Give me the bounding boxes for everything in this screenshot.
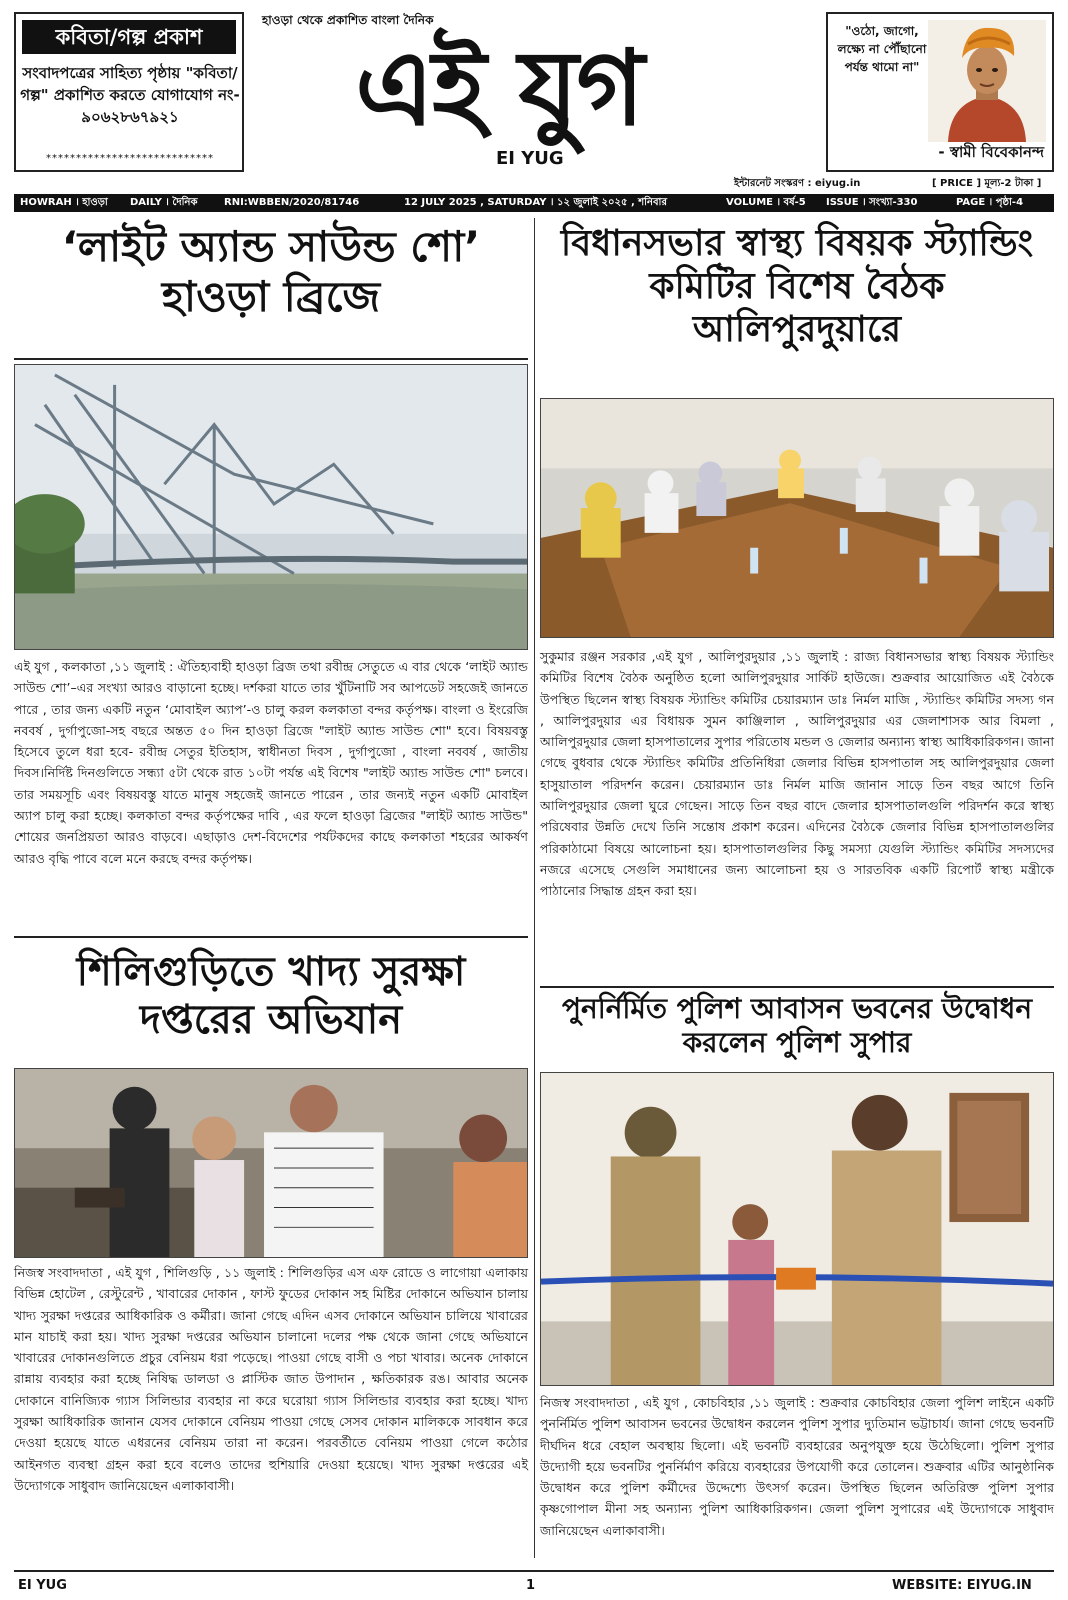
masthead-tagline: হাওড়া থেকে প্রকাশিত বাংলা দৈনিক	[262, 13, 434, 27]
article-body-food-safety-drive: নিজস্ব সংবাদদাতা , এই যুগ , শিলিগুড়ি , ১১ জুলাই : শিলিগুড়ির এস এফ রোডে ও লাগোয়া এলাকায় বিভিন্ন হোটেল , রেস্টুরেন্ট , খাবারের দোকান , ফাস্ট ফুডের দোকান সহ মিষ্টির দোকানে অভিযান চালায় খাদ্য সুরক্ষা দপ্তরের আধিকারিক ও কর্মীরা। জানা গেছে এদিন এসব দোকানে অভিযান চালিয়ে খাবারের মান যাচাই করা হয়। খাদ্য সুরক্ষা দপ্তরের অভিযান চালানো দলের পক্ষ থেকে জানা গেছে অভিযানে খাবারের দোকানগুলিতে প্রচুর বেনিয়ম ধরা পড়েছে। পাওয়া গেছে বাসী ও পচা খাবার। অনেক দোকানে রান্নায় ব্যবহার করা হচ্ছে নিষিদ্ধ ডালডা ও প্লাস্টিক জাত উপাদান , ক্ষতিকারক রঙ। আবার অনেক দোকানে বানিজ্যিক গ্যাস সিলিন্ডার ব্যবহার না করে ঘরোয়া গ্যাস সিলিন্ডার ব্যবহার করা হচ্ছে। খাদ্য সুরক্ষা আধিকারিক জানান যেসব দোকানে বেনিয়ম পাওয়া গেছে সেসব দোকান মালিককে সাবধান করে দেওয়া হয়েছে যাতে এধরনের বেনিয়ম তারা না করেন। পরবর্তীতে বেনিয়ম পাওয়া গেলে কঠোর আইনগত ব্যবস্থা গ্রহন করা হবে বলেও তাদের হুশিয়ারি দেওয়া হয়েছে। খাদ্য সুরক্ষা দপ্তরের এই উদ্যোগকে সাধুবাদ জানিয়েছেন এলাকাবাসী।	[14, 1265, 528, 1493]
divider	[540, 986, 1054, 988]
ad-title: কবিতা/গল্প প্রকাশ	[22, 20, 236, 54]
ad-stars: ****************************	[46, 153, 214, 164]
info-place: HOWRAH । হাওড়া	[20, 197, 108, 208]
divider	[14, 358, 528, 360]
footer-paper-name: EI YUG	[18, 1578, 67, 1593]
quote-author: - স্বামী বিবেকানন্দ	[938, 143, 1044, 161]
quote-box	[826, 12, 1054, 172]
info-rni: RNI:WBBEN/2020/81746	[224, 197, 360, 208]
info-volume: VOLUME । বর্ষ-5	[726, 197, 806, 208]
vivekananda-portrait-image	[928, 20, 1046, 142]
article-body-police-housing: নিজস্ব সংবাদদাতা , এই যুগ , কোচবিহার ,১১ জুলাই : শুক্রবার কোচবিহার জেলা পুলিশ লাইনে একটি পুনর্নির্মিত পুলিশ আবাসন ভবনের উদ্বোধন করলেন পুলিশ সুপার দ্যুতিমান ভট্টাচার্য। জানা গেছে ভবনটি দীর্ঘদিন ধরে বেহাল অবস্থায় ছিলো। এই ভবনটি ব্যবহারের অনুপযুক্ত হয়ে উঠেছিলো। পুলিশ সুপার উদ্যোগী হয়ে ভবনটির পুনর্নির্মাণ করিয়ে ব্যবহারের উপযোগী করে তোলেন। শুক্রবার এটির আনুষ্ঠানিক উদ্বোধন করে পুলিশ কর্মীদের উদ্দেশ্যে উৎসর্গ করেন। উপস্থিত ছিলেন অতিরিক্ত পুলিশ সুপার কৃষ্ণগোপাল মীনা সহ অন্যান্য পুলিশ আধিকারিকগন। জেলা পুলিশ সুপারের এই উদ্যোগকে সাধুবাদ জানিয়েছেন এলাকাবাসী।	[540, 1395, 1054, 1538]
info-frequency: DAILY । দৈনিক	[130, 197, 198, 208]
divider	[14, 936, 528, 938]
police-inauguration-photo	[540, 1072, 1054, 1386]
headline-food-safety-drive: শিলিগুড়িতে খাদ্য সুরক্ষা দপ্তরের অভিযান	[76, 949, 466, 1043]
headline-light-sound-show: ‘লাইট অ্যান্ড সাউন্ড শো’ হাওড়া ব্রিজে	[61, 222, 481, 322]
committee-meeting-photo	[540, 398, 1054, 638]
footer-website-link[interactable]: WEBSITE: EIYUG.IN	[892, 1578, 1032, 1593]
headline-police-housing: পুনর্নির্মিত পুলিশ আবাসন ভবনের উদ্বোধন করলেন পুলিশ সুপার	[561, 992, 1033, 1059]
info-bar	[14, 194, 1054, 212]
ad-body: সংবাদপত্রের সাহিত্য পৃষ্ঠায় "কবিতা/গল্প" প্রকাশিত করতে যোগাযোগ নং- ৯০৬২৮৬৭৯২১	[20, 64, 240, 126]
quote-text: "ওঠো, জাগো, লক্ষ্যে না পৌঁছানো পর্যন্ত থামো না"	[837, 24, 927, 74]
food-safety-drive-photo	[14, 1068, 528, 1258]
internet-edition: ইন্টারনেট সংস্করণ : eiyug.in	[734, 178, 861, 189]
footer-divider	[14, 1570, 1054, 1572]
article-body-light-sound-show: এই যুগ , কলকাতা ,১১ জুলাই : ঐতিহ্যবাহী হাওড়া ব্রিজ তথা রবীন্দ্র সেতুতে এ বার থেকে ‘লাইট অ্যান্ড সাউন্ড শো’–এর সংখ্যা আরও বাড়ানো হচ্ছে। দর্শকরা যাতে তার খুঁটিনাটি সব আপডেট সহজেই জানতে পারে , তার জন্য একটি নতুন ‘মোবাইল অ্যাপ’-ও চালু করল কলকাতা বন্দর কর্তৃপক্ষ। বাংলা ও ইংরেজি নববর্ষ , দুর্গাপুজো-সহ বছরে অন্তত ৫০ দিন হাওড়া ব্রিজে "লাইট অ্যান্ড সাউন্ড শো" হবে। বিষয়বস্তু হিসেবে তুলে ধরা হবে- রবীন্দ্র সেতুর ইতিহাস, স্বাধীনতা দিবস , দুর্গাপুজো , বাংলা নববর্ষ , জাতীয় দিবস।নির্দিষ্ট দিনগুলিতে সন্ধ্যা ৫টা থেকে রাত ১০টা পর্যন্ত এই বিশেষ "লাইট অ্যান্ড সাউন্ড শো" চলবে। তার সময়সূচি এবং বিষয়বস্তু যাতে মানুষ সহজেই জানতে পারেন , তার জন্যই নতুন একটি মোবাইল অ্যাপ চালু করা হচ্ছে। কলকাতা বন্দর কর্তৃপক্ষের দাবি , এর ফলে হাওড়া ব্রিজের "লাইট অ্যান্ড সাউন্ড" শোয়ের জনপ্রিয়তা আরও বাড়বে। এছাড়াও দেশ-বিদেশের পর্যটকদের কাছে কলকাতা শহরের আকর্ষণ আরও বৃদ্ধি পাবে বলে মনে করছে বন্দর কর্তৃপক্ষ।	[14, 659, 528, 866]
literary-ad-box	[14, 12, 244, 172]
masthead-logo: এই যুগ	[355, 26, 643, 149]
masthead-subtitle: EI YUG	[496, 148, 564, 169]
info-issue: ISSUE । সংখ্যা-330	[826, 197, 918, 208]
footer-page-number: 1	[526, 1578, 536, 1593]
info-date: 12 JULY 2025 , SATURDAY । ১২ জুলাই ২০২৫ , শনিবার	[404, 197, 667, 208]
info-page: PAGE । পৃষ্ঠা-4	[956, 197, 1024, 208]
article-body-health-committee: সুকুমার রঞ্জন সরকার ,এই যুগ , আলিপুরদুয়ার ,১১ জুলাই : রাজ্য বিধানসভার স্বাস্থ্য বিষয়ক স্ট্যান্ডিং কমিটির বিশেষ বৈঠক অনুষ্ঠিত হলো আলিপুরদুয়ার সার্কিট হাউজে। শুক্রবার আয়োজিত এই বৈঠকে উপস্থিত ছিলেন স্বাস্থ্য বিষয়ক স্ট্যান্ডিং কমিটির চেয়ারম্যান ডাঃ নির্মল মাজি , স্ট্যান্ডিং কমিটির সদস্য গন , আলিপুরদুয়ার এর বিধায়ক সুমন কাঞ্জিলাল , আলিপুরদুয়ার এর জেলাশাসক আর বিমলা , আলিপুরদুয়ার জেলা হাসপাতালের সুপার পরিতোষ মন্ডল ও জেলার অন্যান্য স্বাস্থ্য আধিকারিকগন। জানা গেছে বুধবার থেকে স্ট্যান্ডিং কমিটির প্রতিনিধিরা জেলার বিভিন্ন হাসপাতাল সহ আলিপুরদুয়ার জেলা হাসুয়াতাল পরিদর্শন করেন। চেয়ারম্যান ডাঃ নির্মল মাজি জানান সাড়ে তিন বছর আগে তিনি আলিপুরদুয়ার জেলা ঘুরে গেছেন। সাড়ে তিন বছর বাদে জেলার হাসপাতালগুলি পরিদর্শন করে স্বাস্থ্য পরিষেবার উন্নতি দেখে তিনি সন্তোষ প্রকাশ করেন। এদিনের বৈঠকে জেলার বিভিন্ন হাসপাতালগুলির পরিকাঠামো বিষয়ে আলোচনা হয়। হাসপাতালগুলির কিছু সমস্যা যেগুলি স্ট্যান্ডিং কমিটির সদস্যদের নজরে এসেছে সেগুলি সমাধানের জন্য আলোচনা হয় ও সারতবিক একটি রিপোর্ট স্বাস্থ্য মন্ত্রীকে পাঠানোর সিদ্ধান্ত গ্রহন করা হয়।	[540, 649, 1054, 899]
howrah-bridge-photo	[14, 364, 528, 650]
column-divider	[534, 218, 535, 1558]
price-label: [ PRICE ] মূল্য-2 টাকা ]	[932, 178, 1042, 189]
headline-health-committee: বিধানসভার স্বাস্থ্য বিষয়ক স্ট্যান্ডিং কমিটির বিশেষ বৈঠক আলিপুরদুয়ারে	[560, 223, 1034, 351]
